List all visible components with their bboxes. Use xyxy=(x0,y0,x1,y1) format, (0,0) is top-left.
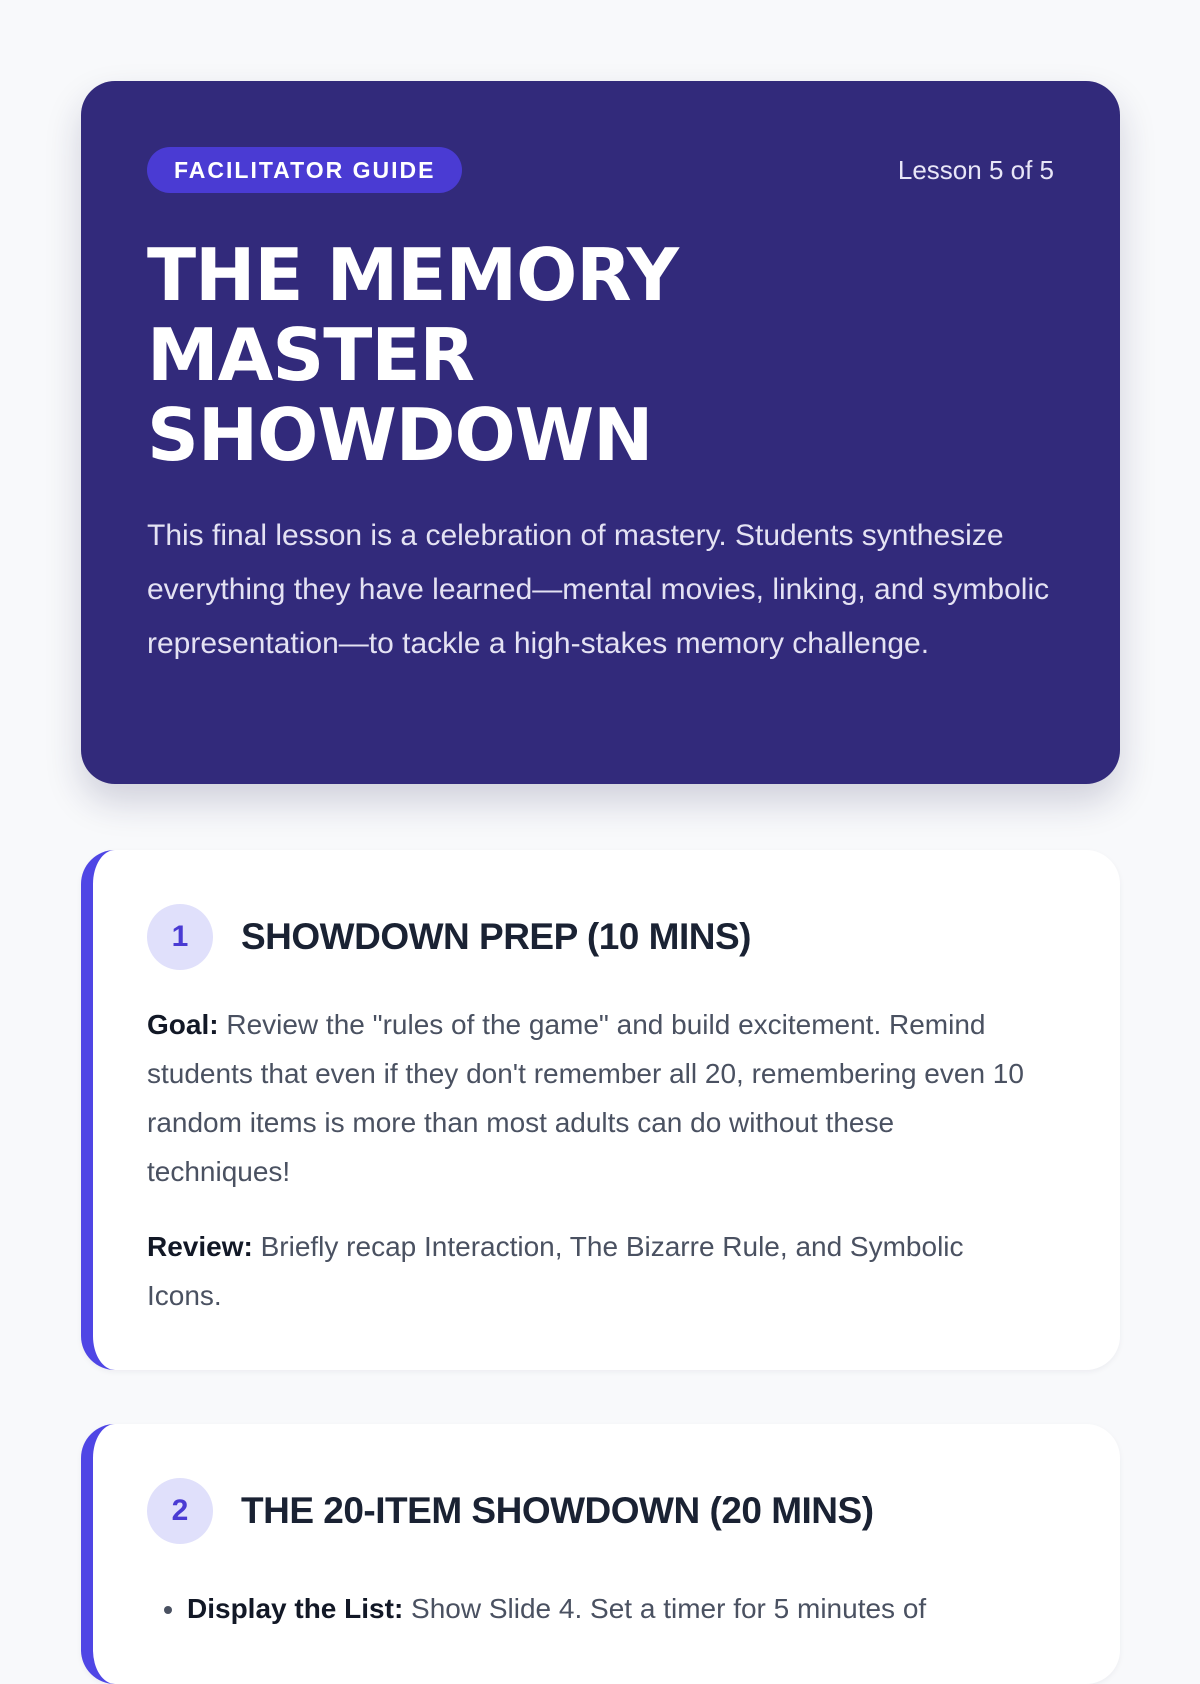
goal-label: Goal: xyxy=(147,1009,219,1040)
section-header xyxy=(147,1478,1060,1544)
section-header xyxy=(147,904,1060,970)
section-showdown-prep xyxy=(81,850,1120,1370)
review-text: Briefly recap Interaction, The Bizarre Rule, and Symbolic Icons. xyxy=(147,1231,964,1311)
page-title: THE MEMORY MASTER SHOWDOWN xyxy=(147,233,678,477)
section-20-item-showdown xyxy=(81,1424,1120,1684)
hero-card xyxy=(81,81,1120,784)
hero-description: This final lesson is a celebration of mastery. Students synthesize everything they have learned—mental movies, linking, and symbolic representation—to tackle a high-stakes memory challenge. xyxy=(147,519,1050,660)
step-number-badge: 1 xyxy=(147,904,213,970)
hero-header xyxy=(147,147,1054,193)
goal-text: Review the "rules of the game" and build excitement. Remind students that even if they don't remember all 20, remembering even 10 random items is more than most adults can do without these techniques! xyxy=(147,1009,1024,1187)
section-title: THE 20-ITEM SHOWDOWN (20 MINS) xyxy=(241,1490,874,1531)
list-item xyxy=(187,1584,1047,1633)
bullet-text: Show Slide 4. Set a timer for 5 minutes of xyxy=(403,1593,927,1624)
review-label: Review: xyxy=(147,1231,253,1262)
goal-paragraph xyxy=(147,1000,1027,1196)
bullet-label: Display the List: xyxy=(187,1593,404,1624)
lesson-counter: Lesson 5 of 5 xyxy=(897,154,1054,185)
step-number-badge: 2 xyxy=(147,1478,213,1544)
review-paragraph xyxy=(147,1222,1027,1320)
facilitator-guide-badge: FACILITATOR GUIDE xyxy=(147,147,462,193)
section-title: SHOWDOWN PREP (10 MINS) xyxy=(241,916,751,957)
instruction-list xyxy=(147,1584,1047,1633)
